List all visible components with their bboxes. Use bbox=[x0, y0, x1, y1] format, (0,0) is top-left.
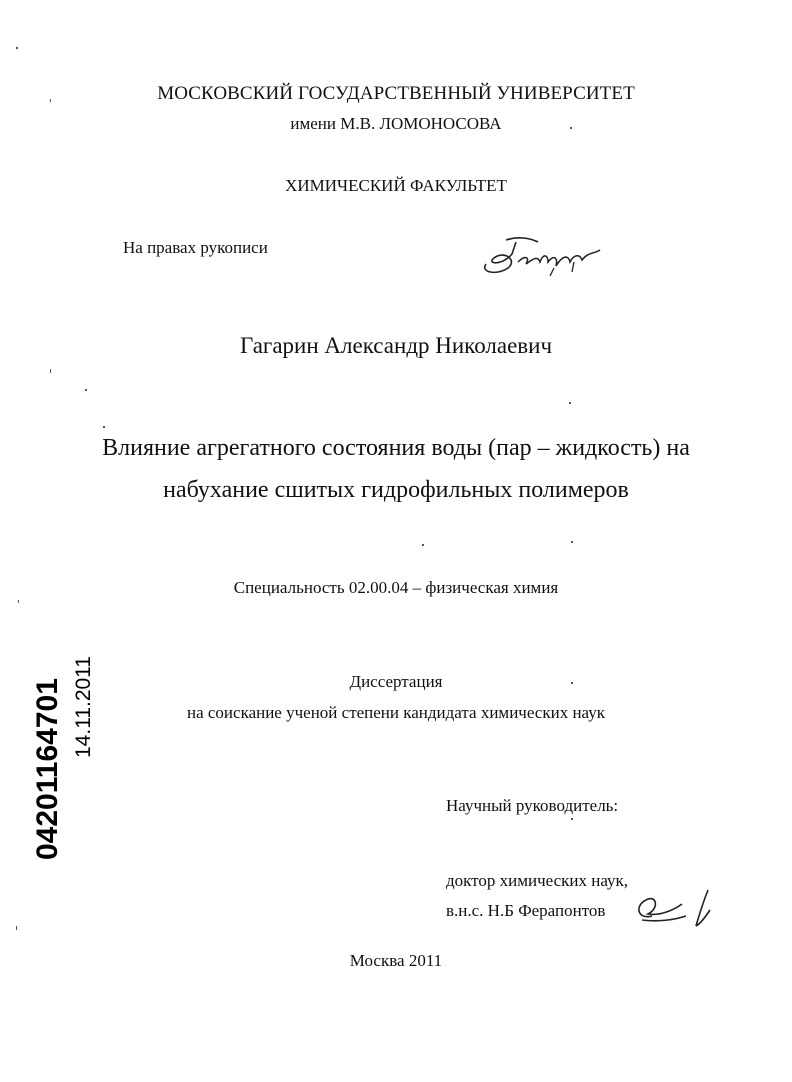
scan-speck bbox=[85, 389, 87, 391]
scan-speck bbox=[570, 127, 572, 129]
supervisor-label: Научный руководитель: bbox=[446, 796, 619, 815]
scan-speck bbox=[50, 99, 51, 102]
university-name: МОСКОВСКИЙ ГОСУДАРСТВЕННЫЙ УНИВЕРСИТЕТ bbox=[157, 83, 635, 104]
scan-speck bbox=[571, 818, 573, 820]
faculty-name: ХИМИЧЕСКИЙ ФАКУЛЬТЕТ bbox=[285, 176, 507, 195]
scan-speck bbox=[569, 402, 571, 404]
author-signature bbox=[478, 232, 608, 278]
stamp-number: 04201164701 bbox=[31, 678, 64, 860]
thesis-title-line-1: Влияние агрегатного состояния воды (пар – жидкость) на bbox=[102, 435, 690, 461]
scan-speck bbox=[571, 682, 573, 684]
manuscript-note: На правах рукописи bbox=[123, 238, 268, 257]
city-year: Москва 2011 bbox=[349, 951, 443, 970]
scan-speck bbox=[103, 426, 105, 428]
supervisor-signature bbox=[630, 886, 720, 932]
scan-speck bbox=[18, 600, 19, 603]
scan-speck bbox=[50, 369, 51, 373]
scan-speck bbox=[16, 47, 18, 49]
supervisor-name: в.н.с. Н.Б Ферапонтов bbox=[446, 901, 606, 920]
scan-speck bbox=[571, 541, 573, 543]
scan-speck bbox=[422, 544, 424, 546]
scan-speck bbox=[16, 926, 17, 930]
specialty: Специальность 02.00.04 – физическая химия bbox=[233, 578, 559, 597]
degree-sought: на соискание ученой степени кандидата химических наук bbox=[186, 703, 605, 722]
author-name: Гагарин Александр Николаевич bbox=[239, 333, 553, 358]
stamp-date: 14.11.2011 bbox=[72, 656, 95, 758]
supervisor-degree: доктор химических наук, bbox=[446, 871, 629, 890]
thesis-title-line-2: набухание сшитых гидрофильных полимеров bbox=[163, 477, 629, 503]
document-type: Диссертация bbox=[349, 672, 443, 691]
registration-stamp bbox=[30, 656, 95, 1080]
university-dedication: имени М.В. ЛОМОНОСОВА bbox=[290, 114, 502, 133]
